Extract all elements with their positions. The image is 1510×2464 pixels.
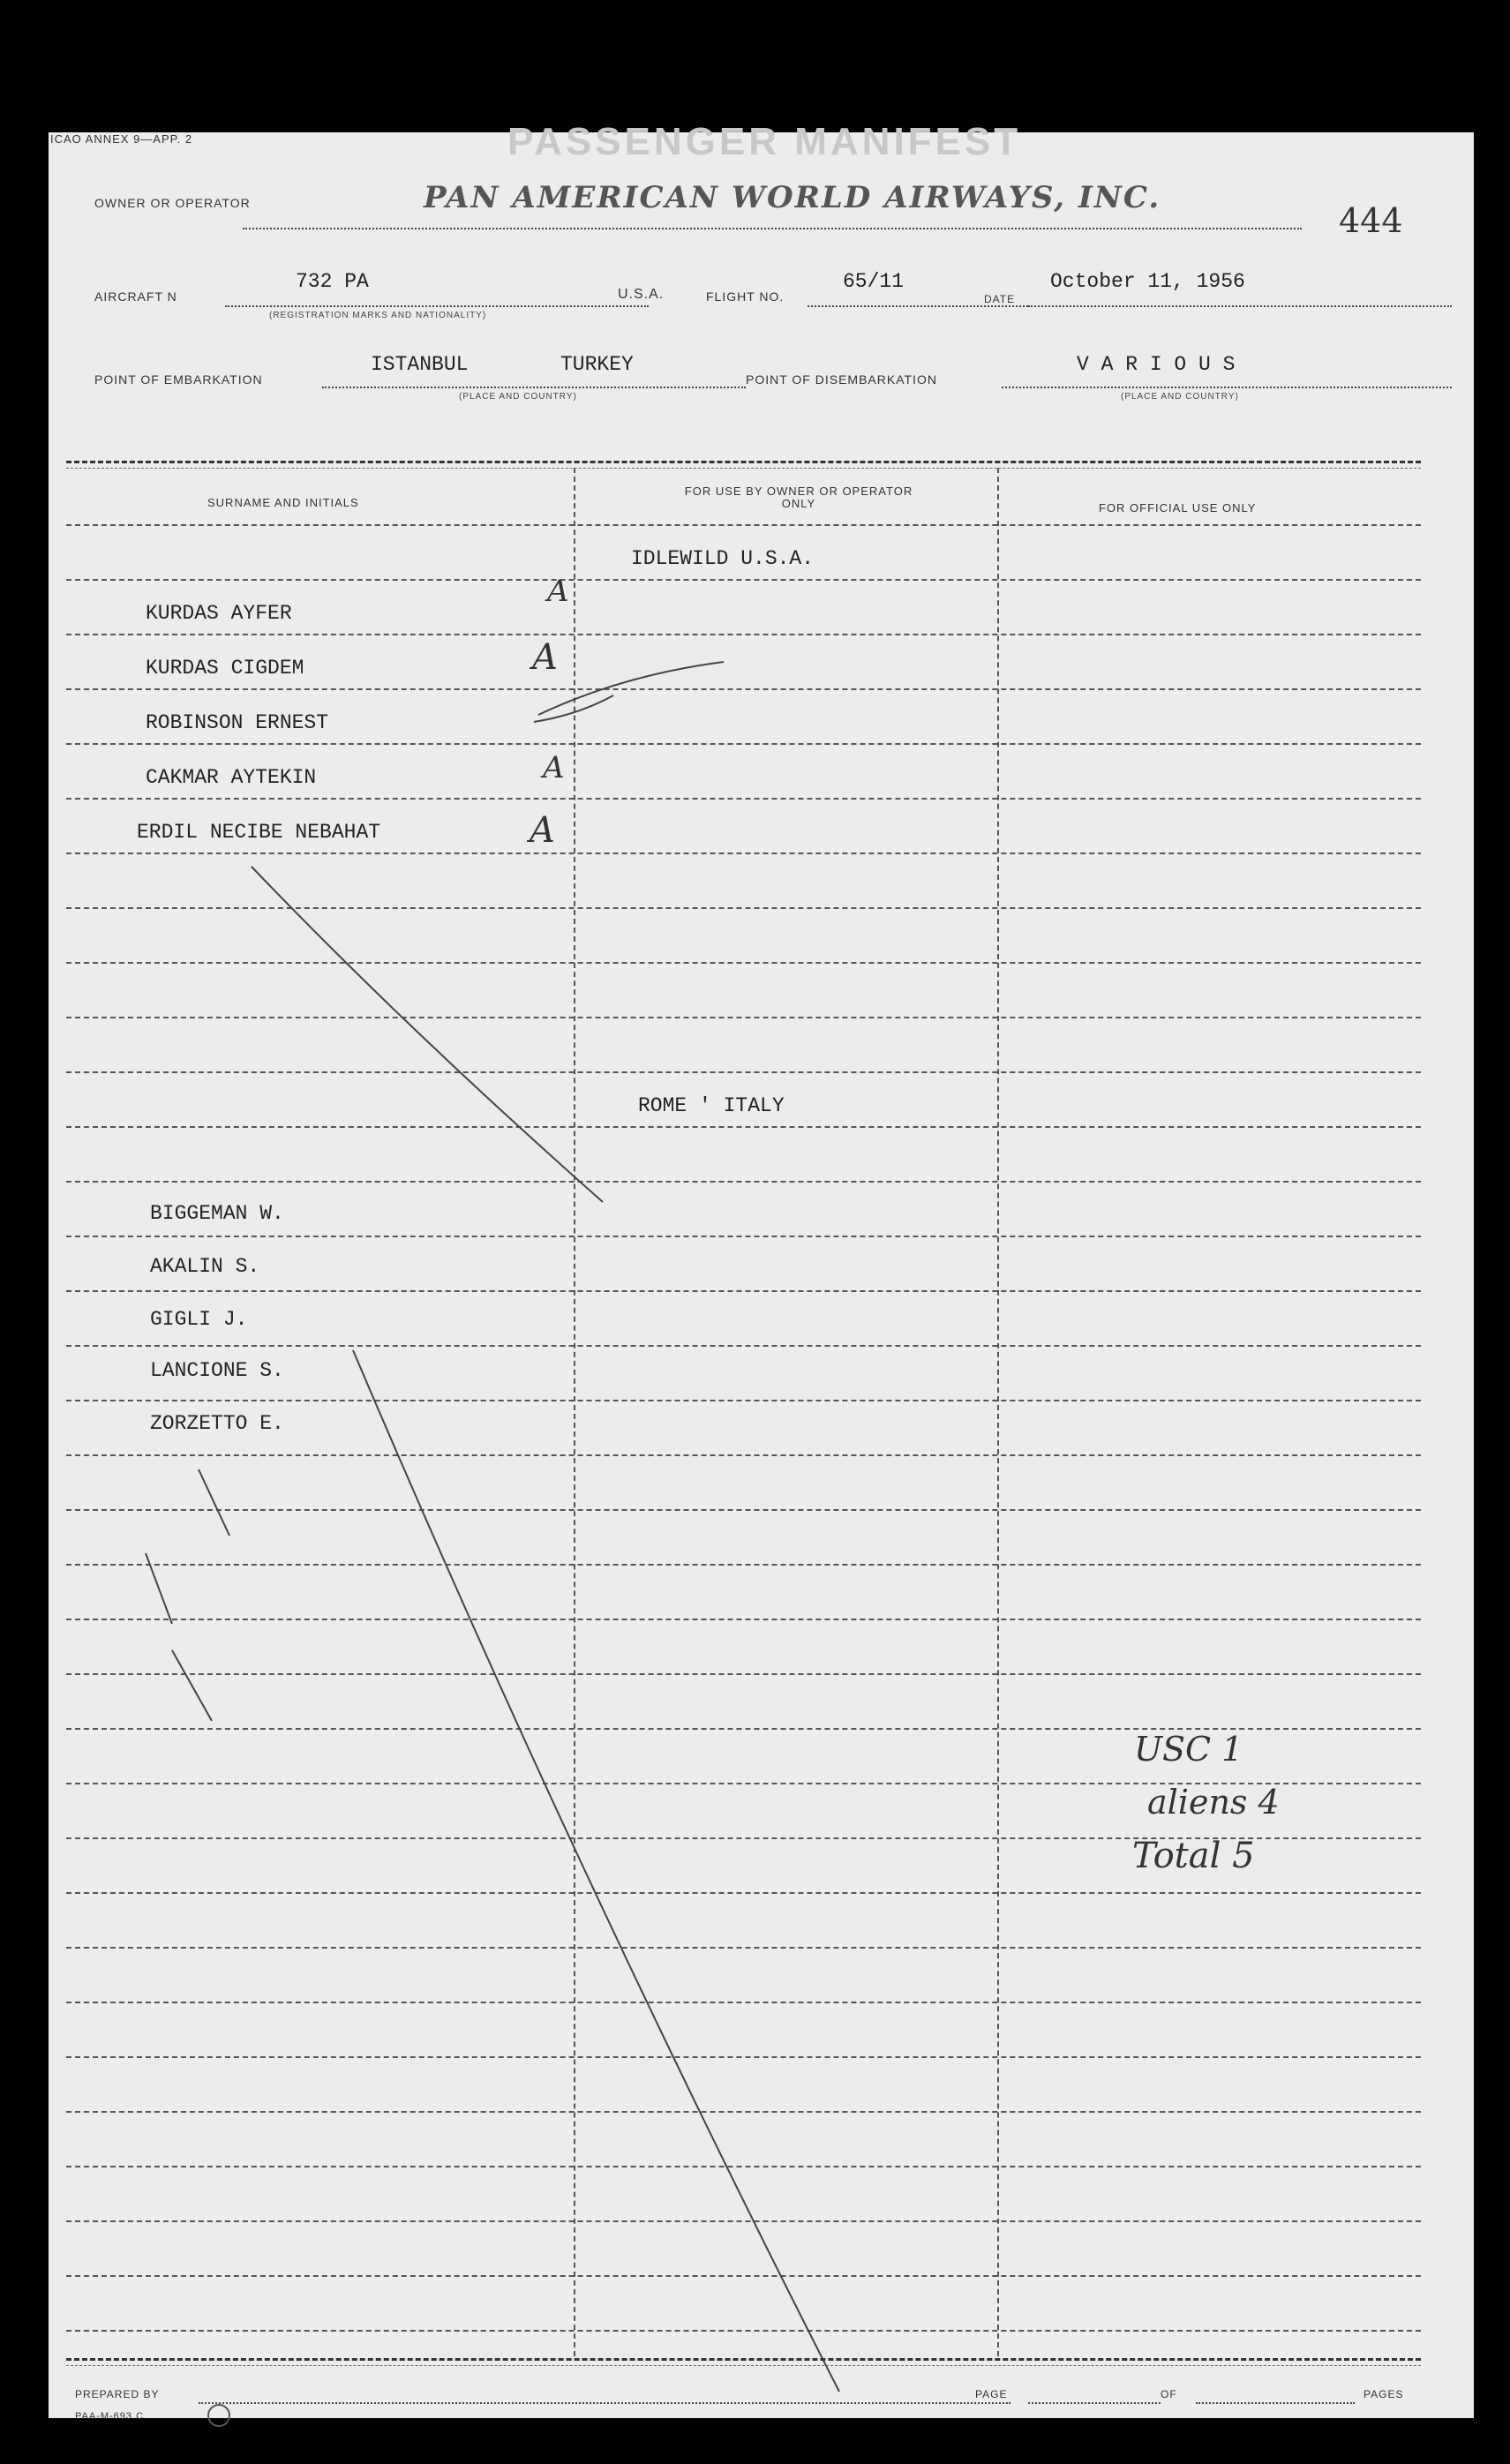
passenger-mark: A	[530, 810, 555, 851]
embarkation-country: TURKEY	[560, 353, 634, 376]
embarkation-label: POINT OF EMBARKATION	[94, 372, 263, 387]
page-underline	[1028, 2402, 1161, 2404]
prepared-by-underline	[199, 2402, 1010, 2404]
passenger-row: ROBINSON ERNEST	[146, 711, 329, 734]
pages-label: PAGES	[1364, 2388, 1404, 2400]
form-code: ICAO ANNEX 9—APP. 2	[50, 132, 193, 146]
tally-usc: USC 1	[1134, 1730, 1243, 1769]
passenger-mark: A	[543, 750, 565, 785]
of-underline	[1196, 2402, 1355, 2404]
disembarkation-sublabel: (PLACE AND COUNTRY)	[1121, 392, 1239, 402]
strike-lines	[146, 662, 839, 2392]
col-owner-header: FOR USE BY OWNER OR OPERATOR ONLY	[684, 485, 913, 510]
tally-aliens: aliens 4	[1147, 1783, 1280, 1822]
destination-1: IDLEWILD U.S.A.	[631, 547, 815, 570]
table-bottom-border	[66, 2358, 1421, 2361]
destination-2: ROME ' ITALY	[638, 1094, 785, 1117]
col-official-header: FOR OFFICIAL USE ONLY	[1099, 501, 1257, 515]
passenger-row: CAKMAR AYTEKIN	[146, 766, 317, 789]
form-number: PAA-M-693 C	[75, 2411, 145, 2422]
manifest-sheet	[49, 120, 1474, 2422]
tick-stroke-3	[172, 1650, 212, 1721]
tick-stroke-2	[146, 1553, 172, 1624]
tally-total: Total 5	[1132, 1836, 1255, 1876]
flight-value: 65/11	[843, 270, 905, 293]
disembarkation-label: POINT OF DISEMBARKATION	[746, 372, 937, 387]
disembarkation-value: V A R I O U S	[1077, 353, 1236, 376]
passenger-mark: A	[547, 574, 569, 609]
aircraft-label: AIRCRAFT N	[94, 289, 177, 304]
passenger-row: BIGGEMAN W.	[150, 1202, 284, 1225]
of-label: OF	[1161, 2388, 1177, 2400]
embarkation-city: ISTANBUL	[371, 353, 469, 376]
diagonal-strike-1	[252, 867, 603, 1202]
aircraft-nationality: U.S.A.	[618, 287, 665, 302]
aircraft-value: 732 PA	[296, 270, 369, 293]
union-bug-icon	[207, 2404, 230, 2427]
passenger-row: ZORZETTO E.	[150, 1412, 284, 1435]
prepared-by-label: PREPARED BY	[75, 2388, 160, 2400]
aircraft-sublabel: (REGISTRATION MARKS AND NATIONALITY)	[269, 311, 487, 320]
form-heading: PASSENGER MANIFEST	[507, 120, 1022, 163]
passenger-row: AKALIN S.	[150, 1255, 260, 1278]
passenger-mark: A	[532, 637, 558, 678]
page-label: PAGE	[975, 2388, 1008, 2400]
pencil-strokes	[49, 132, 1474, 2418]
passenger-row: KURDAS AYFER	[146, 602, 292, 625]
passenger-row: KURDAS CIGDEM	[146, 657, 304, 680]
page-number-hand: 444	[1339, 201, 1403, 240]
tick-stroke-1	[199, 1469, 229, 1536]
check-stroke	[538, 662, 724, 715]
date-label: DATE	[984, 293, 1016, 305]
passenger-row: LANCIONE S.	[150, 1359, 284, 1382]
passenger-row: GIGLI J.	[150, 1308, 248, 1331]
table-bottom-border-2	[66, 2365, 1421, 2366]
col-surname-header: SURNAME AND INITIALS	[207, 496, 359, 509]
diagonal-strike-2	[353, 1350, 839, 2392]
owner-label: OWNER OR OPERATOR	[94, 196, 251, 210]
date-value: October 11, 1956	[1050, 270, 1245, 293]
flight-label: FLIGHT NO.	[706, 289, 785, 304]
embarkation-sublabel: (PLACE AND COUNTRY)	[459, 392, 577, 402]
owner-value: PAN AMERICAN WORLD AIRWAYS, INC.	[424, 180, 1161, 215]
passenger-row: ERDIL NECIBE NEBAHAT	[137, 821, 381, 844]
